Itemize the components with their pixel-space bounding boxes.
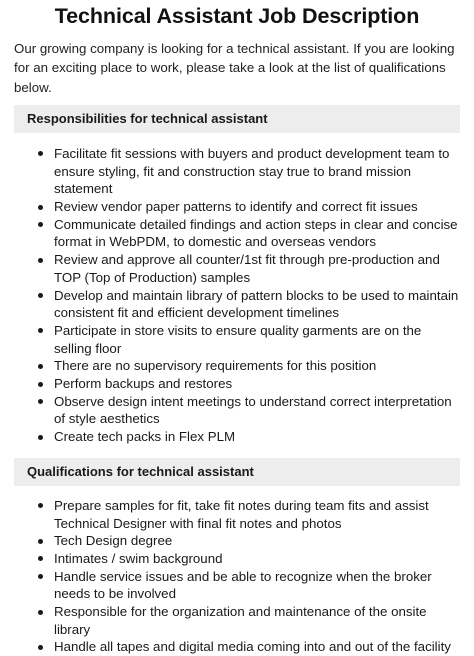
list-item: Participate in store visits to ensure quality garments are on the selling floor — [38, 322, 460, 357]
list-item: Observe design intent meetings to understand correct interpretation of style aesthetics — [38, 393, 460, 428]
list-item: Review vendor paper patterns to identify and correct fit issues — [38, 198, 460, 216]
list-item: Tech Design degree — [38, 532, 460, 550]
list-item: Handle service issues and be able to recognize when the broker needs to be involved — [38, 568, 460, 603]
intro-paragraph: Our growing company is looking for a technical assistant. If you are looking for an exciting place to work, please take a look at the list of qualifications below. — [14, 41, 455, 95]
list-item: Prepare samples for fit, take fit notes during team fits and assist Technical Designer with final fit notes and photos — [38, 497, 460, 532]
page-title: Technical Assistant Job Description — [54, 4, 420, 28]
list-item: Handle all tapes and digital media coming into and out of the facility — [38, 638, 460, 656]
qualifications-heading: Qualifications for technical assistant — [14, 458, 460, 486]
list-item: Responsible for the organization and maintenance of the onsite library — [38, 603, 460, 638]
list-item: There are no supervisory requirements for this position — [38, 357, 460, 375]
list-item: Develop and maintain library of pattern blocks to be used to maintain consistent fit and efficient development timelines — [38, 287, 460, 322]
list-item: Review and approve all counter/1st fit through pre-production and TOP (Top of Production) samples — [38, 251, 460, 286]
list-item: Facilitate fit sessions with buyers and product development team to ensure styling, fit and construction stay true to brand mission statement — [38, 145, 460, 198]
responsibilities-heading: Responsibilities for technical assistant — [14, 105, 460, 133]
list-item: Create tech packs in Flex PLM — [38, 428, 460, 446]
responsibilities-list — [14, 145, 460, 446]
qualifications-list — [14, 497, 460, 656]
list-item: Communicate detailed findings and action steps in clear and concise format in WebPDM, to domestic and overseas vendors — [38, 216, 460, 251]
list-item: Intimates / swim background — [38, 550, 460, 568]
list-item: Perform backups and restores — [38, 375, 460, 393]
